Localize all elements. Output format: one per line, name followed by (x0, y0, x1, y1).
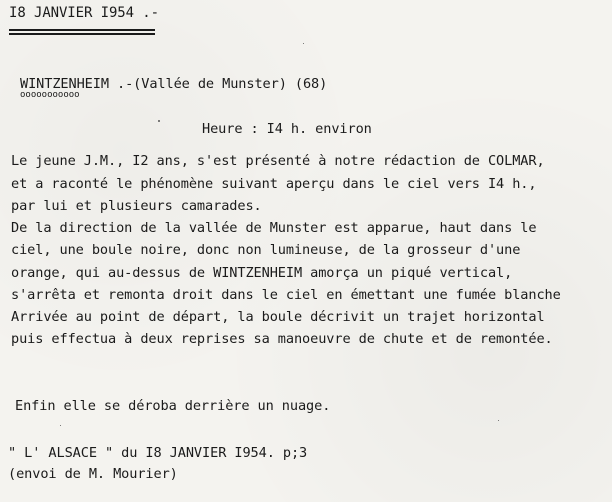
date-underline-top (9, 29, 155, 31)
body-line: Le jeune J.M., I2 ans, s'est présenté à notre rédaction de COLMAR, (11, 153, 545, 169)
document-date: I8 JANVIER I954 .- (9, 5, 159, 21)
date-underline-bottom (9, 33, 155, 35)
time-heading: Heure : I4 h. environ (202, 121, 372, 137)
body-line: par lui et plusieurs camarades. (11, 198, 262, 214)
paper-speck (498, 420, 499, 421)
paper-speck (303, 43, 304, 44)
source-citation: " L' ALSACE " du I8 JANVIER I954. p;3 (8, 445, 308, 461)
location-underline: ooooooooooo (20, 90, 80, 100)
body-line: ciel, une boule noire, donc non lumineuse, de la grosseur d'une (11, 242, 521, 258)
location-title: WINTZENHEIM .-(Vallée de Munster) (68) (20, 76, 328, 92)
body-line: s'arrêta et remonta droit dans le ciel en émettant une fumée blanche (11, 287, 561, 303)
body-line: De la direction de la vallée de Munster est apparue, haut dans le (11, 220, 537, 236)
body-line: et a raconté le phénomène suivant aperçu dans le ciel vers I4 h., (11, 176, 537, 192)
body-line: Arrivée au point de départ, la boule décrivit un trajet horizontal (11, 309, 545, 325)
body-line: Enfin elle se déroba derrière un nuage. (15, 398, 331, 414)
paper-speck (158, 120, 160, 122)
body-line: orange, qui au-dessus de WINTZENHEIM amorça un piqué vertical, (11, 265, 513, 281)
paper-speck (60, 425, 61, 426)
sender-note: (envoi de M. Mourier) (8, 466, 178, 482)
body-line: puis effectua à deux reprises sa manoeuvre de chute et de remontée. (11, 331, 553, 347)
